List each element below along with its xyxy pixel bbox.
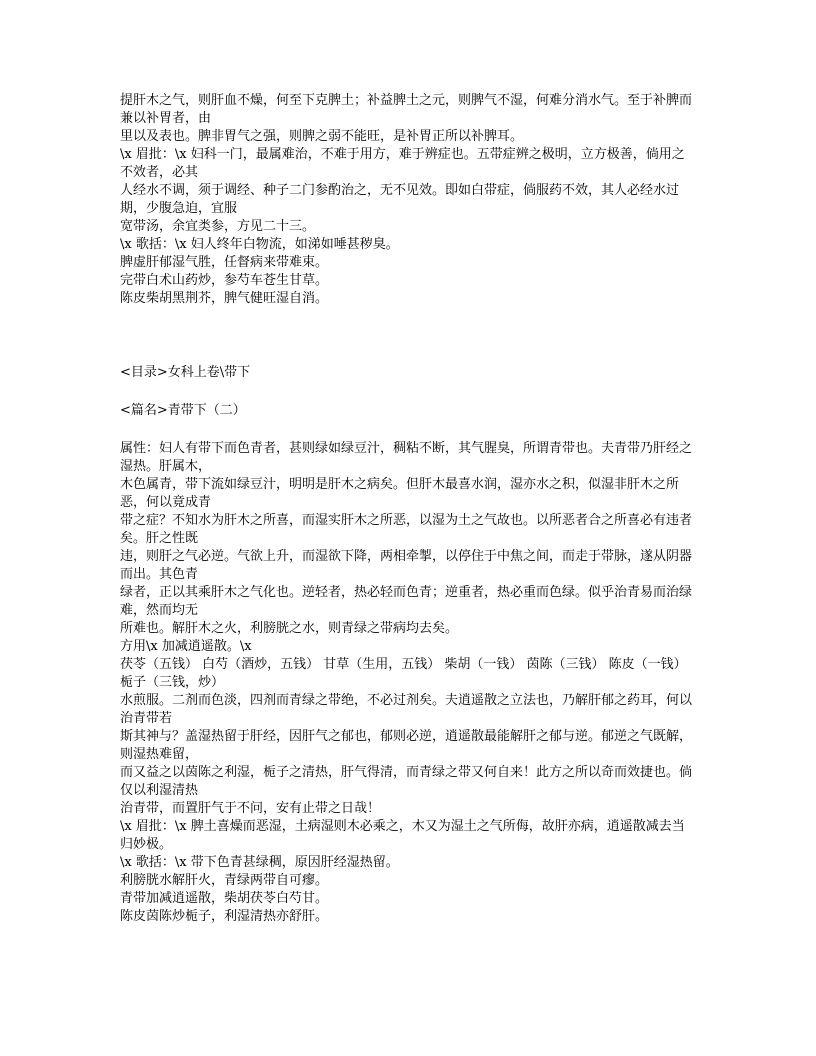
text-line: 陈皮柴胡黑荆芥，脾气健旺湿自消。 <box>120 291 329 306</box>
text-line: 治青带，而置肝气于不问，安有止带之日哉！ <box>120 801 381 816</box>
text-line: 绿者，正以其乘肝木之气化也。逆轻者，热必轻而色青；逆重者，热必重而色绿。似乎治青易而治绿难，然而均无 <box>120 585 693 618</box>
text-line: 青带加减逍遥散，柴胡茯苓白芍甘。 <box>120 891 329 906</box>
text-line: 带之症？不知水为肝木之所喜，而湿实肝木之所恶，以湿为土之气故也。以所恶者合之所喜必有违者矣。肝之性既 <box>120 513 693 546</box>
text-line: 水煎服。二剂而色淡，四剂而青绿之带绝，不必过剂矣。夫逍遥散之立法也，乃解肝郁之药耳，何以治青带若 <box>120 693 693 726</box>
text-line: 违，则肝之气必逆。气欲上升，而湿欲下降，两相牵掣，以停住于中焦之间，而走于带脉，遂从阴器而出。其色青 <box>120 549 693 582</box>
text-line: \x 眉批：\x 脾土喜燥而恶湿，土病湿则木必乘之，木又为湿土之气所侮，故肝亦病，逍遥散减去当归妙极。 <box>120 819 685 852</box>
text-line: 里以及表也。脾非胃气之强，则脾之弱不能旺，是补胃正所以补脾耳。 <box>120 129 524 144</box>
text-line: 陈皮茵陈炒栀子，利湿清热亦舒肝。 <box>120 909 329 924</box>
chapter-title: <篇名>青带下（二） <box>120 403 246 418</box>
text-line: 利膀胱水解肝火，青绿两带自可瘳。 <box>120 873 329 888</box>
text-line: 茯苓（五钱） 白芍（酒炒，五钱） 甘草（生用，五钱） 柴胡（一钱） 茵陈（三钱） 陈皮（一钱） <box>120 657 687 672</box>
text-line: 栀子（三钱，炒） <box>120 675 225 690</box>
text-line: 提肝木之气，则肝血不燥，何至下克脾土；补益脾土之元，则脾气不湿，何难分消水气。至于补脾而兼以补胃者，由 <box>120 93 693 126</box>
text-line: 斯其神与？盖湿热留于肝经，因肝气之郁也，郁则必逆，逍遥散最能解肝之郁与逆。郁逆之气既解，则湿热难留， <box>120 729 693 762</box>
text-line: \x 眉批：\x 妇科一门，最属难治，不难于用方，难于辨症也。五带症辨之极明，立方极善，倘用之不效者，必其 <box>120 147 685 180</box>
text-line: 完带白术山药炒，参芍车苍生甘草。 <box>120 273 329 288</box>
text-line: 人经水不调，须于调经、种子二门参酌治之，无不见效。即如白带症，倘服药不效，其人必经水过期，少腹急迫，宜服 <box>120 183 680 216</box>
text-line: 而又益之以茵陈之利湿，栀子之清热，肝气得清，而青绿之带又何自来！此方之所以奇而效捷也。倘仅以利湿清热 <box>120 765 693 798</box>
heading-spacer <box>120 382 696 402</box>
text-line: 木色属青，带下流如绿豆汁，明明是肝木之病矣。但肝木最喜水润，湿亦水之积，似湿非肝木之所恶，何以竟成青 <box>120 477 680 510</box>
document-page <box>120 92 696 926</box>
main-text-section <box>120 440 696 926</box>
text-line: \x 歌括：\x 妇人终年白物流，如涕如唾甚秽臭。 <box>120 237 399 252</box>
text-line: 脾虚肝郁湿气胜，任督病来带难束。 <box>120 255 329 270</box>
catalog-heading: <目录>女科上卷\带下 <box>120 365 251 380</box>
text-line: 方用\x 加减逍遥散。\x <box>120 639 252 654</box>
text-line: 属性：妇人有带下而色青者，甚则绿如绿豆汁，稠粘不断，其气腥臭，所谓青带也。夫青带乃肝经之湿热。肝属木， <box>120 441 693 474</box>
top-text-section <box>120 92 696 308</box>
heading-spacer <box>120 420 696 440</box>
section-spacer <box>120 308 696 364</box>
text-line: 宽带汤，余宜类参，方见二十三。 <box>120 219 316 234</box>
text-line: 所难也。解肝木之火，利膀胱之水，则青绿之带病均去矣。 <box>120 621 459 636</box>
text-line: \x 歌括：\x 带下色青甚绿稠，原因肝经湿热留。 <box>120 855 399 870</box>
